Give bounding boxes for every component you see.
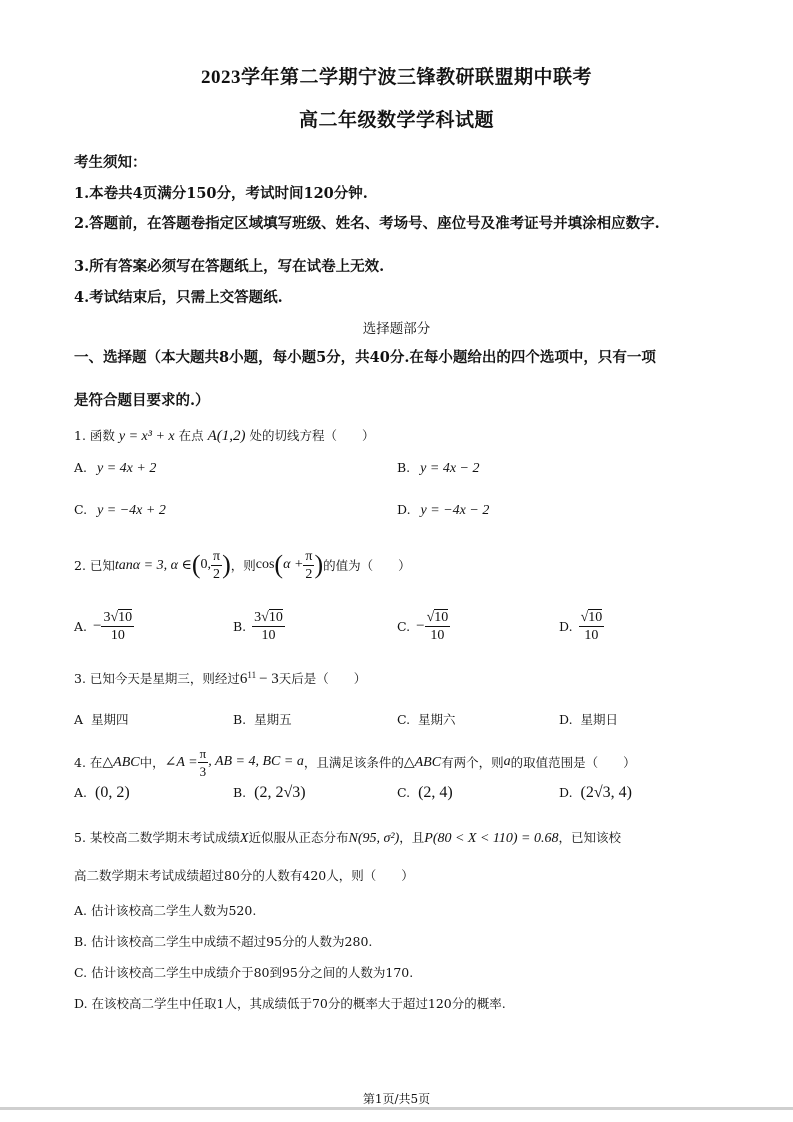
q3-prefix: 3. 已知今天是星期三，则经过 <box>74 671 240 686</box>
q4-mid2: ，且满足该条件的 <box>303 755 404 770</box>
option-text: 星期六 <box>418 712 456 727</box>
notice-heading: 考生须知： <box>74 154 147 171</box>
q1-suffix: 处的切线方程（ ） <box>249 428 375 443</box>
radicand: 10 <box>118 609 133 625</box>
q1-option-b <box>397 460 479 477</box>
q4-option-a <box>74 784 130 802</box>
q3-option-d <box>559 710 618 728</box>
option-text: 星期五 <box>254 712 292 727</box>
option-text: 星期日 <box>580 712 619 727</box>
option-label: B. <box>233 712 247 727</box>
denominator: 2 <box>305 566 313 582</box>
option-fraction: $\frac{√10}{10}$ <box>426 609 449 643</box>
q2-suffix: 的值为（ ） <box>323 558 411 573</box>
option-label: C. <box>74 502 88 517</box>
q1-option-c <box>74 502 166 519</box>
q2-cos: cos <box>255 557 275 572</box>
notice-item: 4.考试结束后，只需上交答题纸. <box>74 289 283 306</box>
paren-close: ) <box>314 550 324 579</box>
q3-expr-base: 6 <box>239 671 248 687</box>
q5-option-b: B. 估计该校高二学生中成绩不超过95分的人数为280. <box>74 934 373 949</box>
q5-prefix: 5. 某校高二数学期末考试成绩 <box>74 830 240 845</box>
q3-expr-tail: − 3 <box>259 671 279 687</box>
option-label: A. <box>74 460 88 475</box>
q1-prefix: 1. 函数 <box>74 428 115 443</box>
option-label: B. <box>397 460 411 475</box>
q2-option-c <box>397 603 450 649</box>
q5-option-c: C. 估计该校高二学生中成绩介于80到95分之间的人数为170. <box>74 965 414 980</box>
notice-item: 3.所有答案必须写在答题纸上，写在试卷上无效. <box>74 258 385 275</box>
q1-option-d <box>397 502 489 519</box>
q5-mid2: ，且 <box>399 830 425 845</box>
option-label: D. <box>397 502 411 517</box>
denominator: 10 <box>430 627 445 643</box>
notice-item: 2.答题前，在答题卷指定区域填写班级、姓名、考场号、座位号及准考证号并填涂相应数字. <box>74 215 660 232</box>
q5-option-a: A. 估计该校高二学生人数为520. <box>74 903 257 918</box>
paren-open: ( <box>191 550 201 579</box>
fraction-pi-over-2 <box>303 548 314 583</box>
q4-prefix: 4. 在 <box>74 755 103 770</box>
q2-prefix: 2. 已知 <box>74 558 115 573</box>
option-expr: y = −4x + 2 <box>97 503 166 518</box>
option-sign: − <box>416 617 425 634</box>
page-subtitle: 高二年级数学学科试题 <box>298 110 494 131</box>
page-number: 第1页/共5页 <box>362 1092 431 1106</box>
q4-suffix: 的取值范围是（ ） <box>510 755 636 770</box>
option-expr: y = 4x + 2 <box>97 461 157 476</box>
option-expr: (2√3, 4) <box>580 784 632 801</box>
q1-point: A(1,2) <box>207 428 246 444</box>
option-label: D. <box>559 785 573 800</box>
q4-option-b <box>233 784 306 802</box>
denominator: 2 <box>213 566 221 582</box>
option-label: D. <box>559 618 573 634</box>
footer-divider <box>0 1107 793 1110</box>
notice-item: 1.本卷共4页满分150分，考试时间120分钟. <box>74 185 368 202</box>
q4-option-d <box>559 784 632 802</box>
paren-close: ) <box>222 550 231 579</box>
option-label: C. <box>397 618 411 634</box>
option-sign: − <box>93 617 102 634</box>
option-label: B. <box>233 785 247 800</box>
question-2 <box>74 543 411 587</box>
q3-expr-exp: 11 <box>247 669 257 680</box>
numerator: π <box>199 745 207 761</box>
option-text: 星期四 <box>90 712 129 727</box>
option-expr: (2, 2√3) <box>254 784 306 801</box>
q5-prob: P(80 < X < 110) = 0.68 <box>424 831 559 846</box>
q2-mid: ，则 <box>230 558 256 573</box>
option-label: C. <box>397 785 411 800</box>
radicand: 10 <box>434 609 449 625</box>
q4-var: a <box>503 754 511 769</box>
q2-option-b <box>233 603 285 649</box>
denominator: 10 <box>110 627 125 643</box>
question-5 <box>74 828 621 847</box>
numerator: π <box>305 548 313 564</box>
option-expr: y = 4x − 2 <box>420 461 480 476</box>
option-expr: (2, 4) <box>418 784 453 801</box>
q1-func: y = x³ + x <box>118 429 175 444</box>
q2-option-d <box>559 603 604 649</box>
q5-mid: 近似服从正态分布 <box>248 830 349 845</box>
option-label: A <box>74 712 84 727</box>
coef: 3 <box>254 609 262 625</box>
q5-line2: 高二数学期末考试成绩超过80分的人数有420人，则（ ） <box>74 868 414 883</box>
q5-dist: N(95, σ²) <box>348 831 400 846</box>
q4-triangle: △ABC <box>102 754 140 770</box>
q1-option-a <box>74 460 156 477</box>
q2-cond: tanα = 3, α ∈ <box>114 557 192 573</box>
q4-mid3: 有两个，则 <box>441 755 504 770</box>
section-title: 选择题部分 <box>362 321 431 337</box>
q4-option-c <box>397 784 453 802</box>
option-expr: (0, 2) <box>95 784 130 801</box>
option-expr: y = −4x − 2 <box>420 503 490 518</box>
option-fraction: $\frac{3√10}{10}$ <box>103 609 133 643</box>
option-label: A. <box>74 785 88 800</box>
q3-option-b <box>233 710 292 728</box>
question-3 <box>74 669 366 688</box>
paren-open: ( <box>274 550 284 579</box>
fraction-pi-over-2 <box>211 548 222 583</box>
q2-interval-start: 0, <box>200 557 211 572</box>
numerator: π <box>212 548 221 564</box>
page-title: 2023学年第二学期宁波三锋教研联盟期中联考 <box>200 67 592 88</box>
q3-option-a <box>74 710 129 728</box>
option-fraction: $\frac{3√10}{10}$ <box>254 609 283 643</box>
q4-triangle: △ABC <box>403 754 442 770</box>
question-4 <box>74 742 636 782</box>
section-instruction: 一、选择题（本大题共8小题，每小题5分，共40分.在每小题给出的四个选项中，只有一项 <box>74 349 656 366</box>
q3-option-c <box>397 710 456 728</box>
option-fraction: $\frac{√10}{10}$ <box>580 609 603 643</box>
q5-suffix: ，已知该校 <box>558 830 622 845</box>
q2-alpha-plus: α + <box>283 557 304 572</box>
radicand: 10 <box>588 609 603 625</box>
option-label: B. <box>233 618 247 634</box>
option-label: A. <box>74 618 88 634</box>
q4-mid1: 中， <box>139 755 165 770</box>
question-1 <box>74 426 375 445</box>
q4-conds: , AB = 4, BC = a <box>208 754 304 769</box>
fraction-pi-over-3 <box>198 745 209 780</box>
denominator: 10 <box>261 627 276 643</box>
q3-suffix: 天后是（ ） <box>278 671 367 686</box>
coef: 3 <box>103 609 111 625</box>
option-label: D. <box>559 712 573 727</box>
q4-angle: ∠A = <box>164 754 198 770</box>
q5-option-d: D. 在该校高二学生中任取1人，其成绩低于70分的概率大于超过120分的概率. <box>74 996 506 1011</box>
q5-var: X <box>239 831 249 846</box>
q1-mid: 在点 <box>178 428 204 443</box>
radicand: 10 <box>268 609 283 625</box>
option-label: C. <box>397 712 411 727</box>
section-instruction-cont: 是符合题目要求的.） <box>74 392 210 409</box>
q2-option-a <box>74 603 134 649</box>
denominator: 10 <box>584 627 599 643</box>
denominator: 3 <box>199 763 207 779</box>
